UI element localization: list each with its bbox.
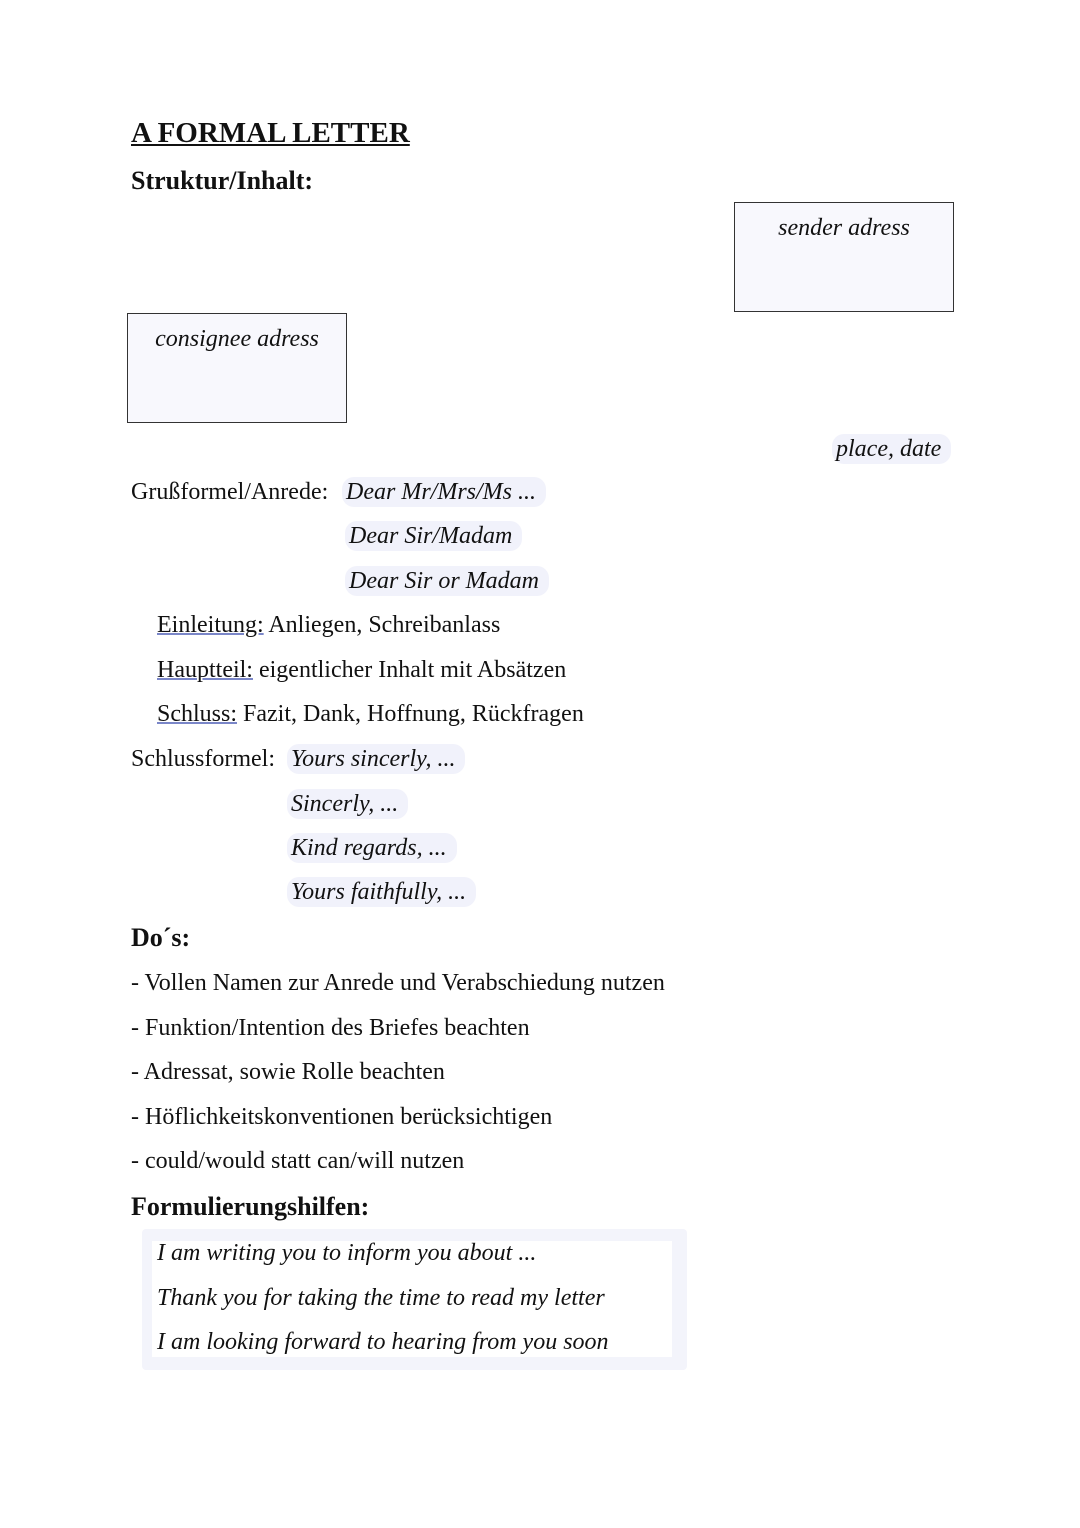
section-schluss [157, 699, 584, 729]
closing-option: Kind regards, ... [287, 833, 457, 863]
greeting-option: Dear Sir/Madam [345, 521, 522, 551]
dos-item: - Vollen Namen zur Anrede und Verabschiedung nutzen [131, 970, 665, 996]
consignee-address-box [127, 313, 347, 423]
page-title: A FORMAL LETTER [131, 117, 410, 149]
dos-heading: Do´s: [131, 923, 191, 952]
closing-option: Yours faithfully, ... [287, 877, 476, 907]
phrase-item: Thank you for taking the time to read my letter [157, 1285, 605, 1311]
greeting-option: Dear Sir or Madam [345, 566, 549, 596]
place-date: place, date [832, 434, 951, 464]
greeting-option: Dear Mr/Mrs/Ms ... [342, 477, 546, 507]
dos-item: - Funktion/Intention des Briefes beachten [131, 1015, 530, 1041]
phrase-item: I am looking forward to hearing from you soon [157, 1329, 609, 1355]
greeting-label: Grußformel/Anrede: [131, 479, 329, 505]
dos-item: - Adressat, sowie Rolle beachten [131, 1059, 445, 1085]
consignee-address-label: consignee adress [155, 326, 319, 352]
structure-heading: Struktur/Inhalt: [131, 166, 314, 195]
dos-item: - could/would statt can/will nutzen [131, 1148, 465, 1174]
section-term: Hauptteil: [157, 657, 253, 683]
section-text: Fazit, Dank, Hoffnung, Rückfragen [243, 701, 584, 727]
section-text: Anliegen, Schreibanlass [268, 612, 501, 638]
section-term: Schluss: [157, 701, 238, 727]
section-einleitung [157, 610, 500, 640]
phrase-item: I am writing you to inform you about ... [157, 1240, 537, 1266]
sender-address-label: sender adress [778, 215, 910, 241]
phrases-heading: Formulierungshilfen: [131, 1192, 370, 1221]
sender-address-box [734, 202, 954, 312]
closing-option: Sincerly, ... [287, 789, 408, 819]
section-term: Einleitung: [157, 612, 264, 638]
dos-item: - Höflichkeitskonventionen berücksichtigen [131, 1104, 553, 1130]
closing-option: Yours sincerly, ... [287, 744, 465, 774]
section-text: eigentlicher Inhalt mit Absätzen [258, 657, 567, 683]
section-hauptteil [157, 655, 566, 685]
closing-label: Schlussformel: [131, 746, 275, 772]
